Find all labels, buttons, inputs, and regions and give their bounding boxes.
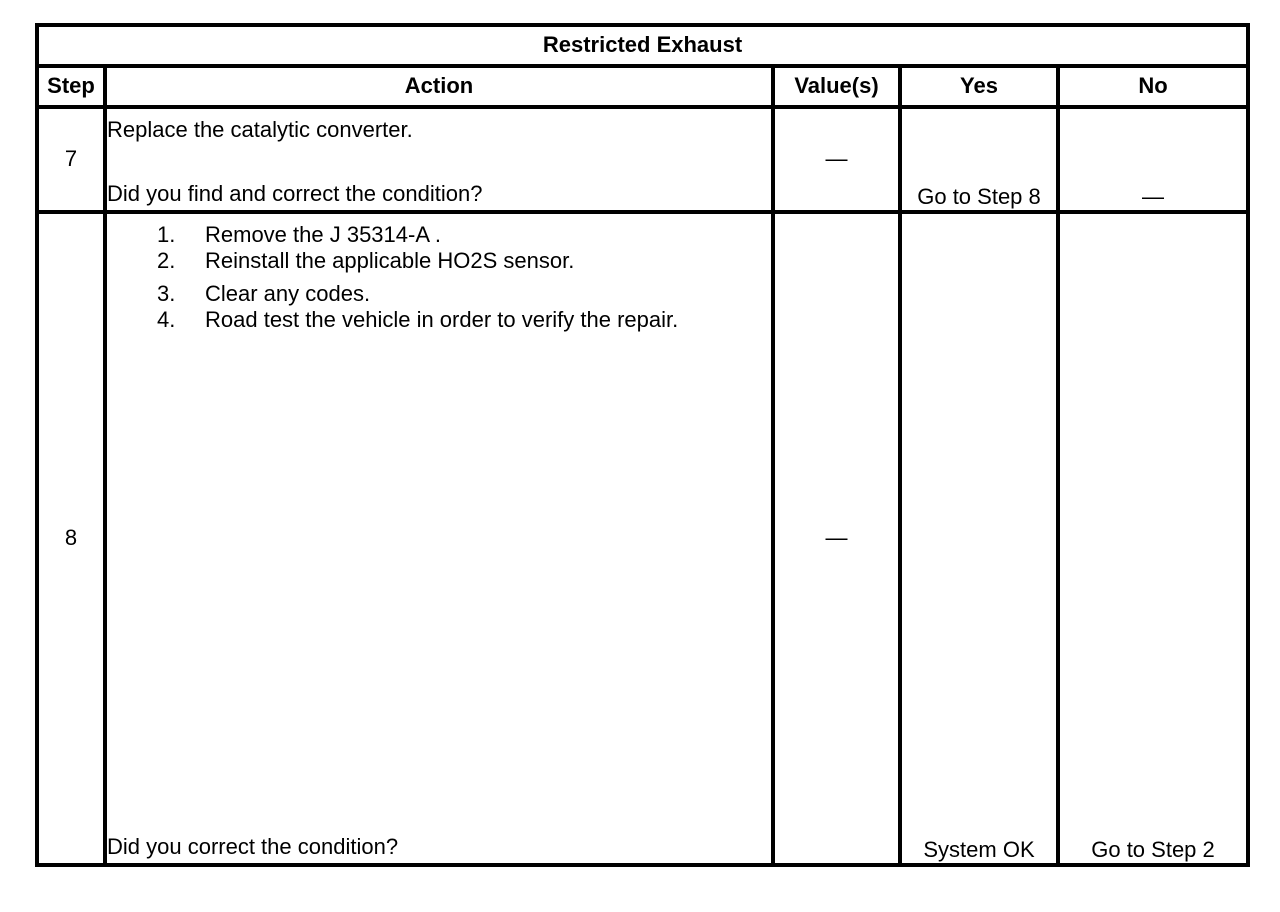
yes-cell: System OK [900, 212, 1058, 865]
restricted-exhaust-table [35, 23, 1250, 867]
list-item-text: Clear any codes. [205, 280, 371, 306]
action-question: Did you correct the condition? [107, 833, 399, 859]
yes-cell: Go to Step 8 [900, 107, 1058, 212]
no-cell: Go to Step 2 [1058, 212, 1248, 865]
table-title: Restricted Exhaust [37, 25, 1248, 66]
header-step: Step [37, 66, 105, 107]
values-cell: — [773, 107, 900, 212]
list-item-text: Reinstall the applicable HO2S sensor. [205, 248, 575, 274]
list-item-number: 2. [157, 248, 176, 274]
table-row-step-8 [37, 212, 1248, 865]
header-values: Value(s) [773, 66, 900, 107]
table-row-step-7 [37, 107, 1248, 212]
no-cell: — [1058, 107, 1248, 212]
list-item-number: 3. [157, 280, 176, 306]
action-instruction: Replace the catalytic converter. [107, 117, 413, 142]
header-action: Action [105, 66, 773, 107]
step-number: 8 [37, 212, 105, 865]
action-steps-list [157, 222, 678, 334]
list-item-text: Road test the vehicle in order to verify the repair. [205, 307, 679, 333]
list-item [157, 248, 678, 274]
list-item [157, 222, 678, 248]
list-item-text: Remove the J 35314-A . [205, 222, 442, 247]
list-item [157, 281, 678, 307]
header-yes: Yes [900, 66, 1058, 107]
action-cell [105, 212, 773, 865]
list-item-number: 4. [157, 307, 176, 333]
header-no: No [1058, 66, 1248, 107]
list-item-number: 1. [157, 222, 176, 247]
step-number: 7 [37, 107, 105, 212]
list-item [157, 307, 678, 333]
action-question: Did you find and correct the condition? [107, 180, 483, 206]
values-cell: — [773, 212, 900, 865]
action-cell [105, 107, 773, 212]
